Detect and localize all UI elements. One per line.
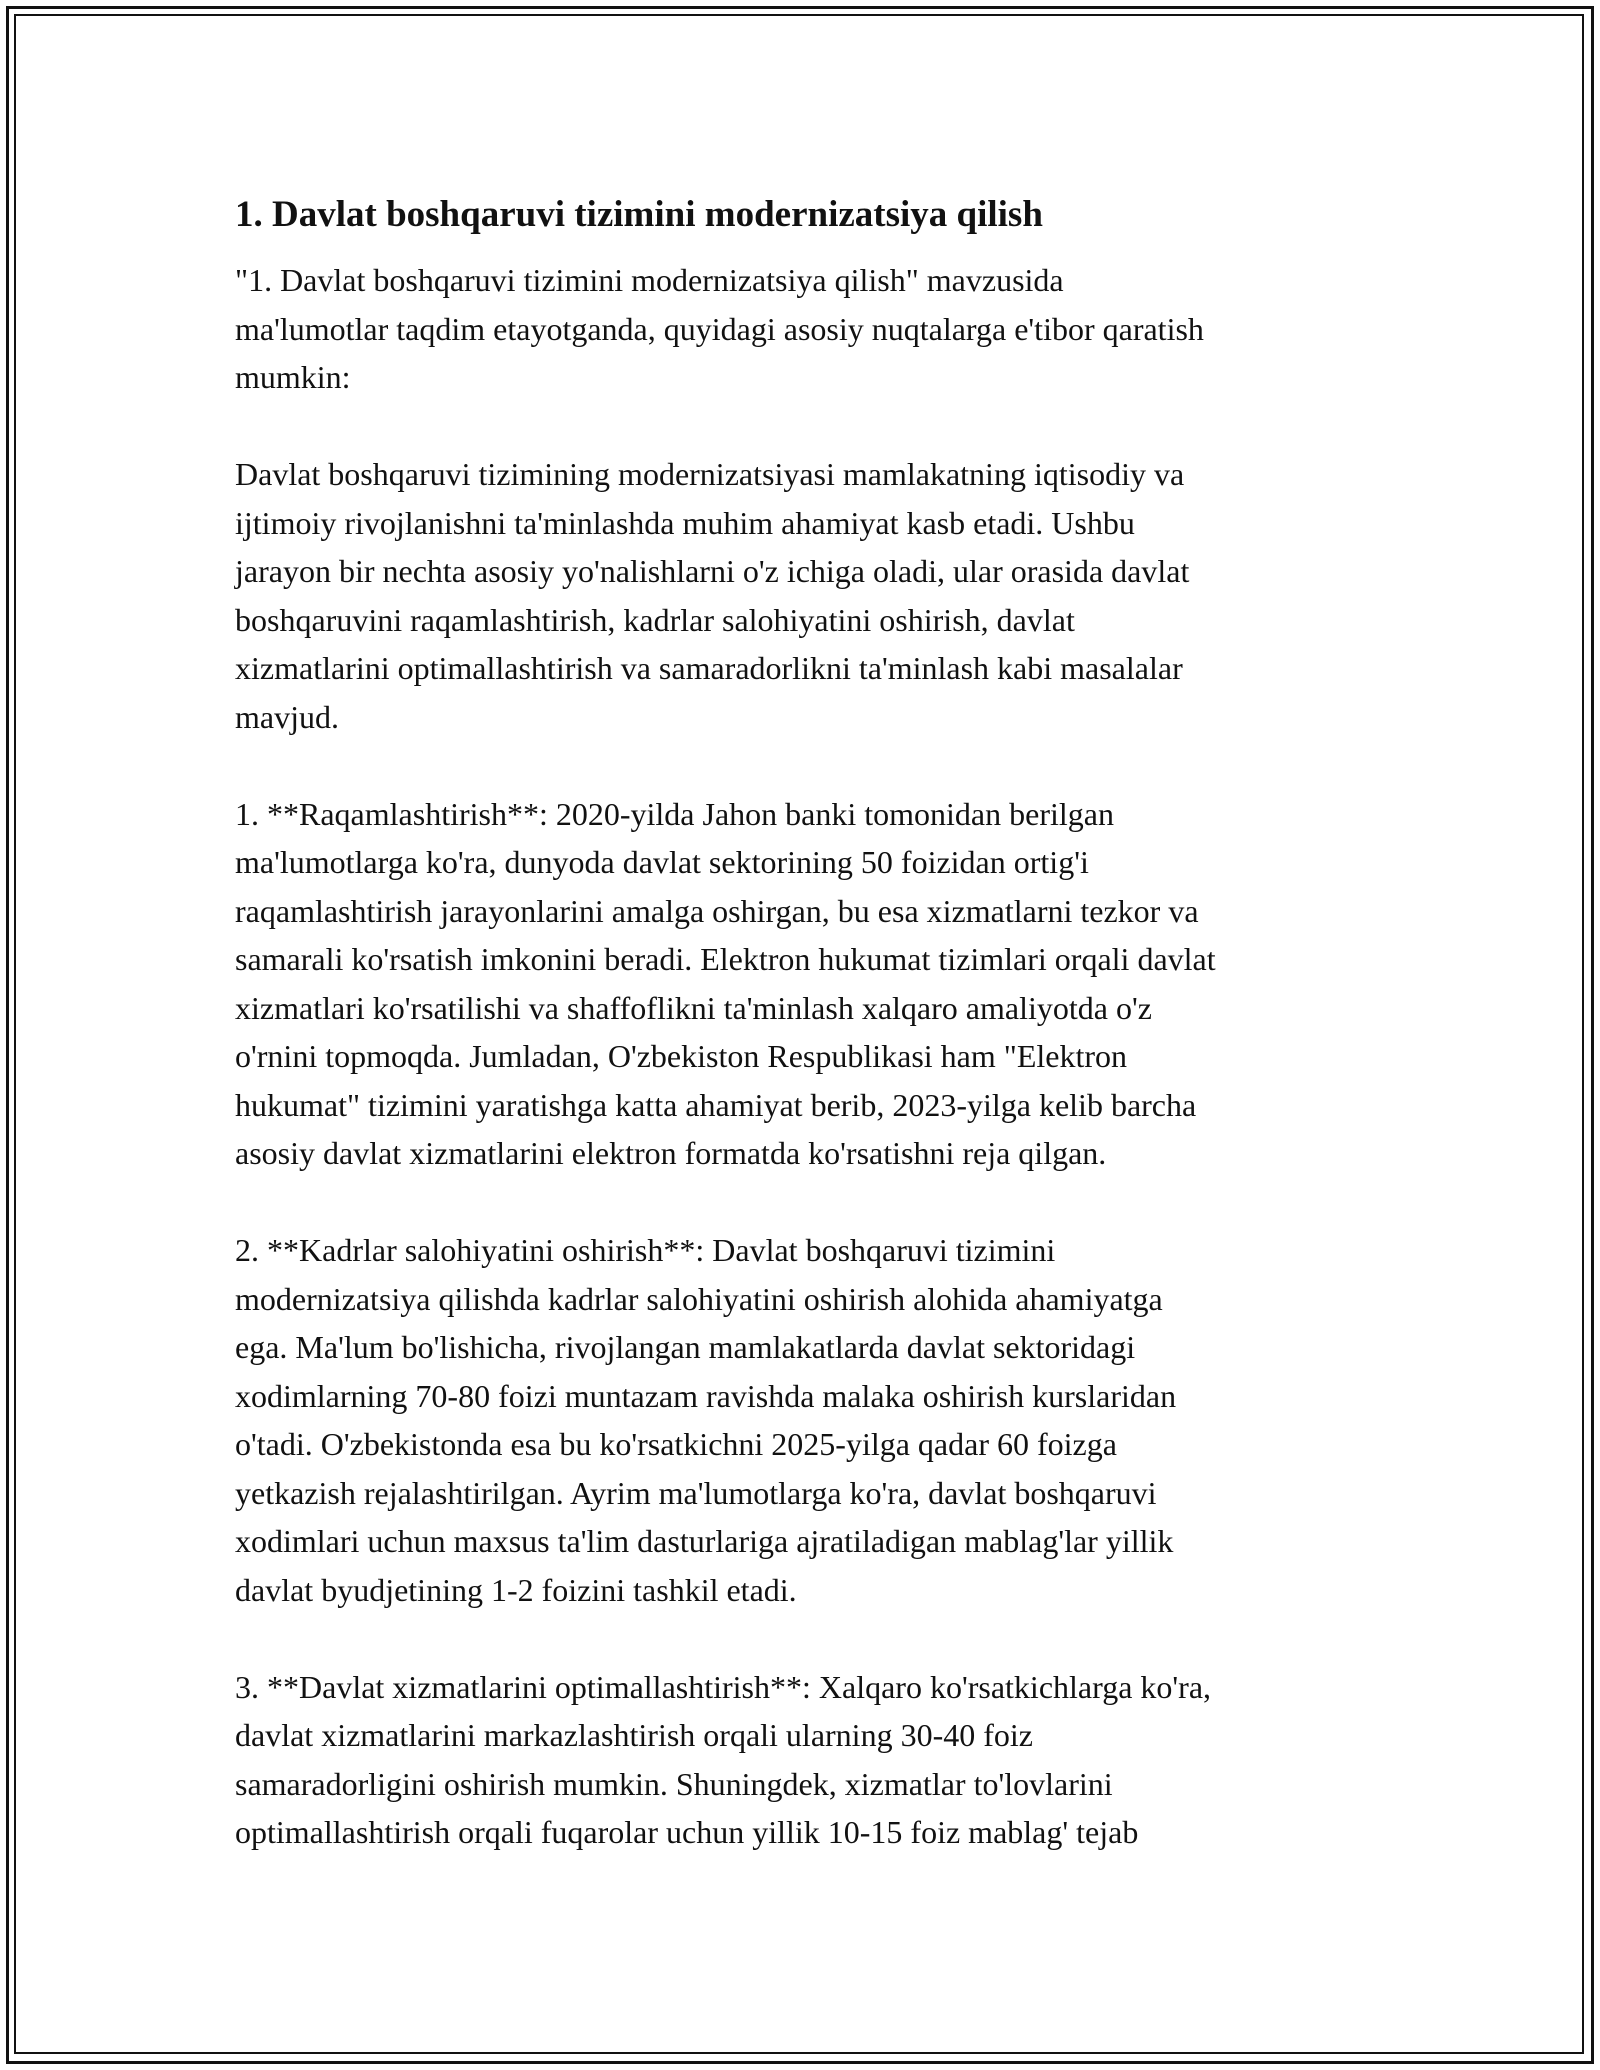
staff-capacity-paragraph: 2. **Kadrlar salohiyatini oshirish**: Davlat boshqaruvi tizimini modernizatsiya qilishda kadrlar salohiyatini oshirish alohida ahamiyatga ega. Ma'lum bo'lishicha, rivojlangan mamlakatlarda davlat sektoridagi xodimlarning 70-80 foizi muntazam ravishda malaka oshirish kurslaridan o'tadi. O'zbekistonda esa bu ko'rsatkichni 2025-yilga qadar 60 foizga yetkazish rejalashtirilgan. Ayrim ma'lumotlarga ko'ra, davlat boshqaruvi xodimlari uchun maxsus ta'lim dasturlariga ajratiladigan mablag'lar yillik davlat byudjetining 1-2 foizini tashkil etadi.	[235, 1232, 1177, 1608]
overview-paragraph: Davlat boshqaruvi tizimining modernizatsiyasi mamlakatning iqtisodiy va ijtimoiy rivojlanishni ta'minlashda muhim ahamiyat kasb etadi. Ushbu jarayon bir nechta asosiy yo'nalishlarni o'z ichiga oladi, ular orasida davlat boshqaruvini raqamlashtirish, kadrlar salohiyatini oshirish, davlat xizmatlarini optimallashtirish va samaradorlikni ta'minlash kabi masalalar mavjud.	[235, 456, 1190, 735]
document-body	[235, 186, 1365, 1905]
document-title: 1. Davlat boshqaruvi tizimini modernizatsiya qilish	[235, 194, 1043, 235]
digitalization-paragraph: 1. **Raqamlashtirish**: 2020-yilda Jahon banki tomonidan berilgan ma'lumotlarga ko'ra, dunyoda davlat sektorining 50 foizidan ortig'i raqamlashtirish jarayonlarini amalga oshirgan, bu esa xizmatlarni tezkor va samarali ko'rsatish imkonini beradi. Elektron hukumat tizimlari orqali davlat xizmatlari ko'rsatilishi va shaffoflikni ta'minlash xalqaro amaliyotda o'z o'rnini topmoqda. Jumladan, O'zbekiston Respublikasi ham "Elektron hukumat" tizimini yaratishga katta ahamiyat berib, 2023-yilga kelib barcha asosiy davlat xizmatlarini elektron formatda ko'rsatishni reja qilgan.	[235, 795, 1216, 1171]
services-optimization-paragraph: 3. **Davlat xizmatlarini optimallashtirish**: Xalqaro ko'rsatkichlarga ko'ra, davlat xizmatlarini markazlashtirish orqali ularning 30-40 foiz samaradorligini oshirish mumkin. Shuningdek, xizmatlar to'lovlarini optimallashtirish orqali fuqarolar uchun yillik 10-15 foiz mablag' tejab	[235, 1668, 1212, 1850]
intro-paragraph: "1. Davlat boshqaruvi tizimini modernizatsiya qilish" mavzusida ma'lumotlar taqdim etayotganda, quyidagi asosiy nuqtalarga e'tibor qaratish mumkin:	[235, 262, 1204, 395]
